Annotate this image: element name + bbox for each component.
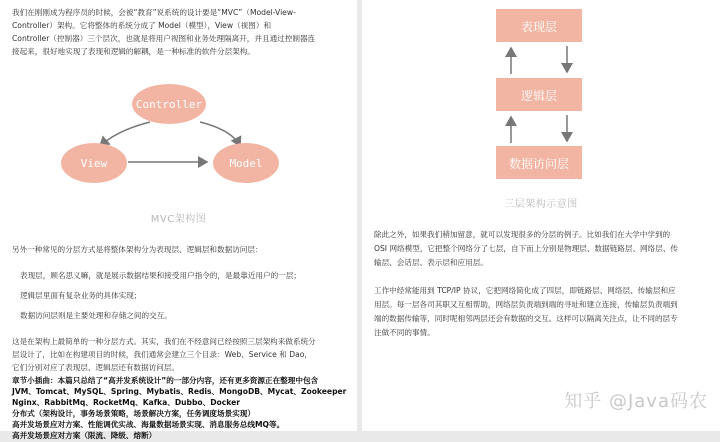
three-layer-diagram: [362, 0, 720, 180]
model-label: Model: [229, 157, 263, 170]
bold-line: 高并发场景应对方案、性能调优实战、海量数据场景实现、消息服务总线MQ等。: [12, 420, 285, 429]
para1-line: OSI 网络模型，它把整个网络分了七层，自下而上分别是物理层、数据链路层、网络层、传: [374, 244, 679, 253]
arrow-controller-to-model: [200, 122, 240, 146]
intro-line: Controller（控制器）三个层次，也就是将用户视图和业务处理隔离开，并且通过控制器连: [12, 34, 316, 43]
bold-line: 分布式（架构设计，事务场景策略，场景解决方案，任务调度场景实现）: [12, 409, 255, 418]
layer-label: 逻辑层: [520, 89, 558, 103]
para1-line: 除此之外，如果我们稍加留意，就可以发现很多的分层的例子。比如我们在大学中学到的: [374, 230, 671, 239]
para2-line: 用层。每一层各司其职又互相帮助，网络层负责端到端的寻址和建立连接，传输层负责端到: [374, 300, 678, 309]
bold-line: Nginx、RabbitMq、RocketMq、Kafka、Dubbo、Docker: [12, 398, 240, 407]
intro-line: Controller）架构。它将整体的系统分成了 Model（模型），View（视图）和: [12, 21, 272, 30]
intro-line: 接起来，很好地实现了表现和逻辑的解耦，是一种标准的软件分层架构。: [12, 47, 255, 56]
right-page: [362, 0, 720, 431]
layer-intro: 另外一种常见的分层方式是将整体架构分为表现层、逻辑层和数据访问层：: [12, 245, 263, 254]
layers-caption: 三层架构示意图: [504, 199, 578, 210]
para2-line: 注做不同的事情。: [374, 328, 435, 337]
bold-line: 章节小插曲：本篇只总结了“高并发系统设计”的一部分内容，还有更多资源正在整理中包含: [12, 376, 319, 385]
intro-line: 我们在刚刚成为程序员的时候，会被“教育”说系统的设计要是“MVC”（Model-View-: [12, 8, 296, 17]
bold-line: 高并发场景应对方案（限流、降级、熔断）: [12, 431, 157, 440]
bold-line: JVM、Tomcat、MySQL、Spring、Mybatis、Redis、MongoDB、Mycat、Zookeeper: [12, 387, 347, 396]
watermark: 知乎 @Java码农: [564, 391, 708, 412]
simple-line: 这是在架构上最简单的一种分层方式。其实，我们在不经意间已经按照三层架构来做系统分: [12, 337, 316, 346]
layer-label: 数据访问层: [508, 157, 570, 171]
left-page: [0, 0, 357, 440]
view-label: View: [80, 157, 108, 170]
arrow-controller-to-view: [100, 122, 150, 146]
layer-label: 表现层: [520, 20, 558, 34]
mvc-caption: MVC架构图: [150, 214, 207, 225]
layer-item: 逻辑层里面有复杂业务的具体实现；: [20, 291, 142, 300]
para2-line: 工作中经常能用到 TCP/IP 协议，它把网络简化成了四层，即链路层、网络层、传输层和应: [374, 286, 676, 295]
para2-line: 端的数据传输等，同时呢相邻两层还会有数据的交互。这样可以隔离关注点，让不同的层专: [374, 314, 678, 323]
mvc-diagram: [0, 72, 357, 212]
simple-line: 层设计了，比如在构建项目的时候，我们通常会建立三个目录：Web、Service 和 Dao，: [12, 350, 312, 359]
para1-line: 输层、会话层、表示层和应用层。: [374, 258, 488, 267]
layer-item: 表现层，顾名思义嘛，就是展示数据结果和接受用户指令的，是最靠近用户的一层；: [20, 271, 301, 280]
controller-label: Controller: [135, 98, 203, 111]
layer-item: 数据访问层则是主要处理和存储之间的交互。: [20, 311, 172, 320]
simple-line: 它们分别对应了表现层、逻辑层还有数据访问层。: [12, 363, 180, 372]
